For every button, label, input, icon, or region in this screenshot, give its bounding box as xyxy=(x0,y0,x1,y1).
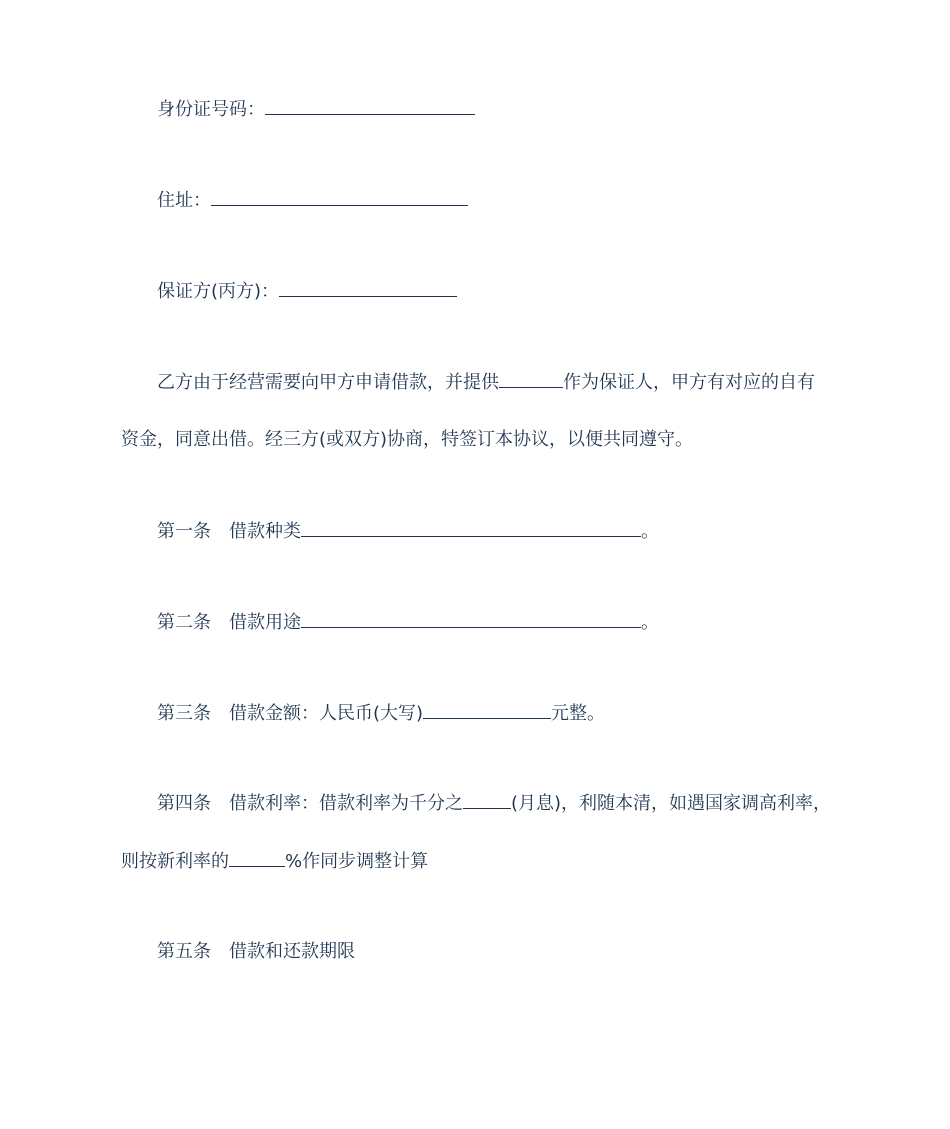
intro-line-2 xyxy=(121,428,693,452)
article-3-number: 第三条 xyxy=(157,703,211,724)
article-4-text-2: (月息)，利随本清，如遇国家调高利率， xyxy=(511,793,832,814)
article-1 xyxy=(157,519,659,543)
article-1-title: 借款种类 xyxy=(229,521,301,542)
intro-text-3: 资金，同意出借。经三方(或双方)协商，特签订本协议，以便共同遵守。 xyxy=(121,429,694,450)
id-number-label: 身份证号码： xyxy=(157,99,265,120)
article-5-number: 第五条 xyxy=(157,941,211,962)
article-1-number: 第一条 xyxy=(157,521,211,542)
id-number-blank[interactable] xyxy=(265,97,475,115)
intro-text-2: 作为保证人，甲方有对应的自有 xyxy=(563,372,815,393)
article-5 xyxy=(157,940,355,964)
intro-line-1 xyxy=(157,370,815,394)
article-2-number: 第二条 xyxy=(157,612,211,633)
article-4-line-1 xyxy=(157,791,831,815)
article-4-text-1: 借款利率：借款利率为千分之 xyxy=(229,793,463,814)
article-3-amount-blank[interactable] xyxy=(423,701,551,719)
article-3-end: 元整。 xyxy=(551,703,606,724)
article-4-text-4: %作同步调整计算 xyxy=(285,851,429,872)
article-3 xyxy=(157,701,605,725)
article-2-title: 借款用途 xyxy=(229,612,301,633)
article-2-blank[interactable] xyxy=(301,610,641,628)
article-3-text: 借款金额：人民币(大写) xyxy=(229,703,424,724)
address-line xyxy=(157,188,468,212)
article-4-rate-blank[interactable] xyxy=(463,791,511,809)
intro-text-1: 乙方由于经营需要向甲方申请借款，并提供 xyxy=(157,372,499,393)
article-2 xyxy=(157,610,659,634)
address-blank[interactable] xyxy=(211,188,468,206)
article-2-end: 。 xyxy=(641,612,659,633)
article-4-text-3: 则按新利率的 xyxy=(121,851,229,872)
article-1-blank[interactable] xyxy=(301,519,641,537)
address-label: 住址： xyxy=(157,190,211,211)
guarantor-blank[interactable] xyxy=(279,279,457,297)
id-number-line xyxy=(157,97,475,121)
article-4-number: 第四条 xyxy=(157,793,211,814)
intro-guarantor-blank[interactable] xyxy=(499,370,563,388)
article-1-end: 。 xyxy=(641,521,659,542)
article-4-line-2 xyxy=(121,849,428,873)
guarantor-label: 保证方(丙方)： xyxy=(157,281,280,302)
guarantor-line xyxy=(157,279,457,303)
article-5-title: 借款和还款期限 xyxy=(229,941,355,962)
article-4-percent-blank[interactable] xyxy=(229,849,285,867)
